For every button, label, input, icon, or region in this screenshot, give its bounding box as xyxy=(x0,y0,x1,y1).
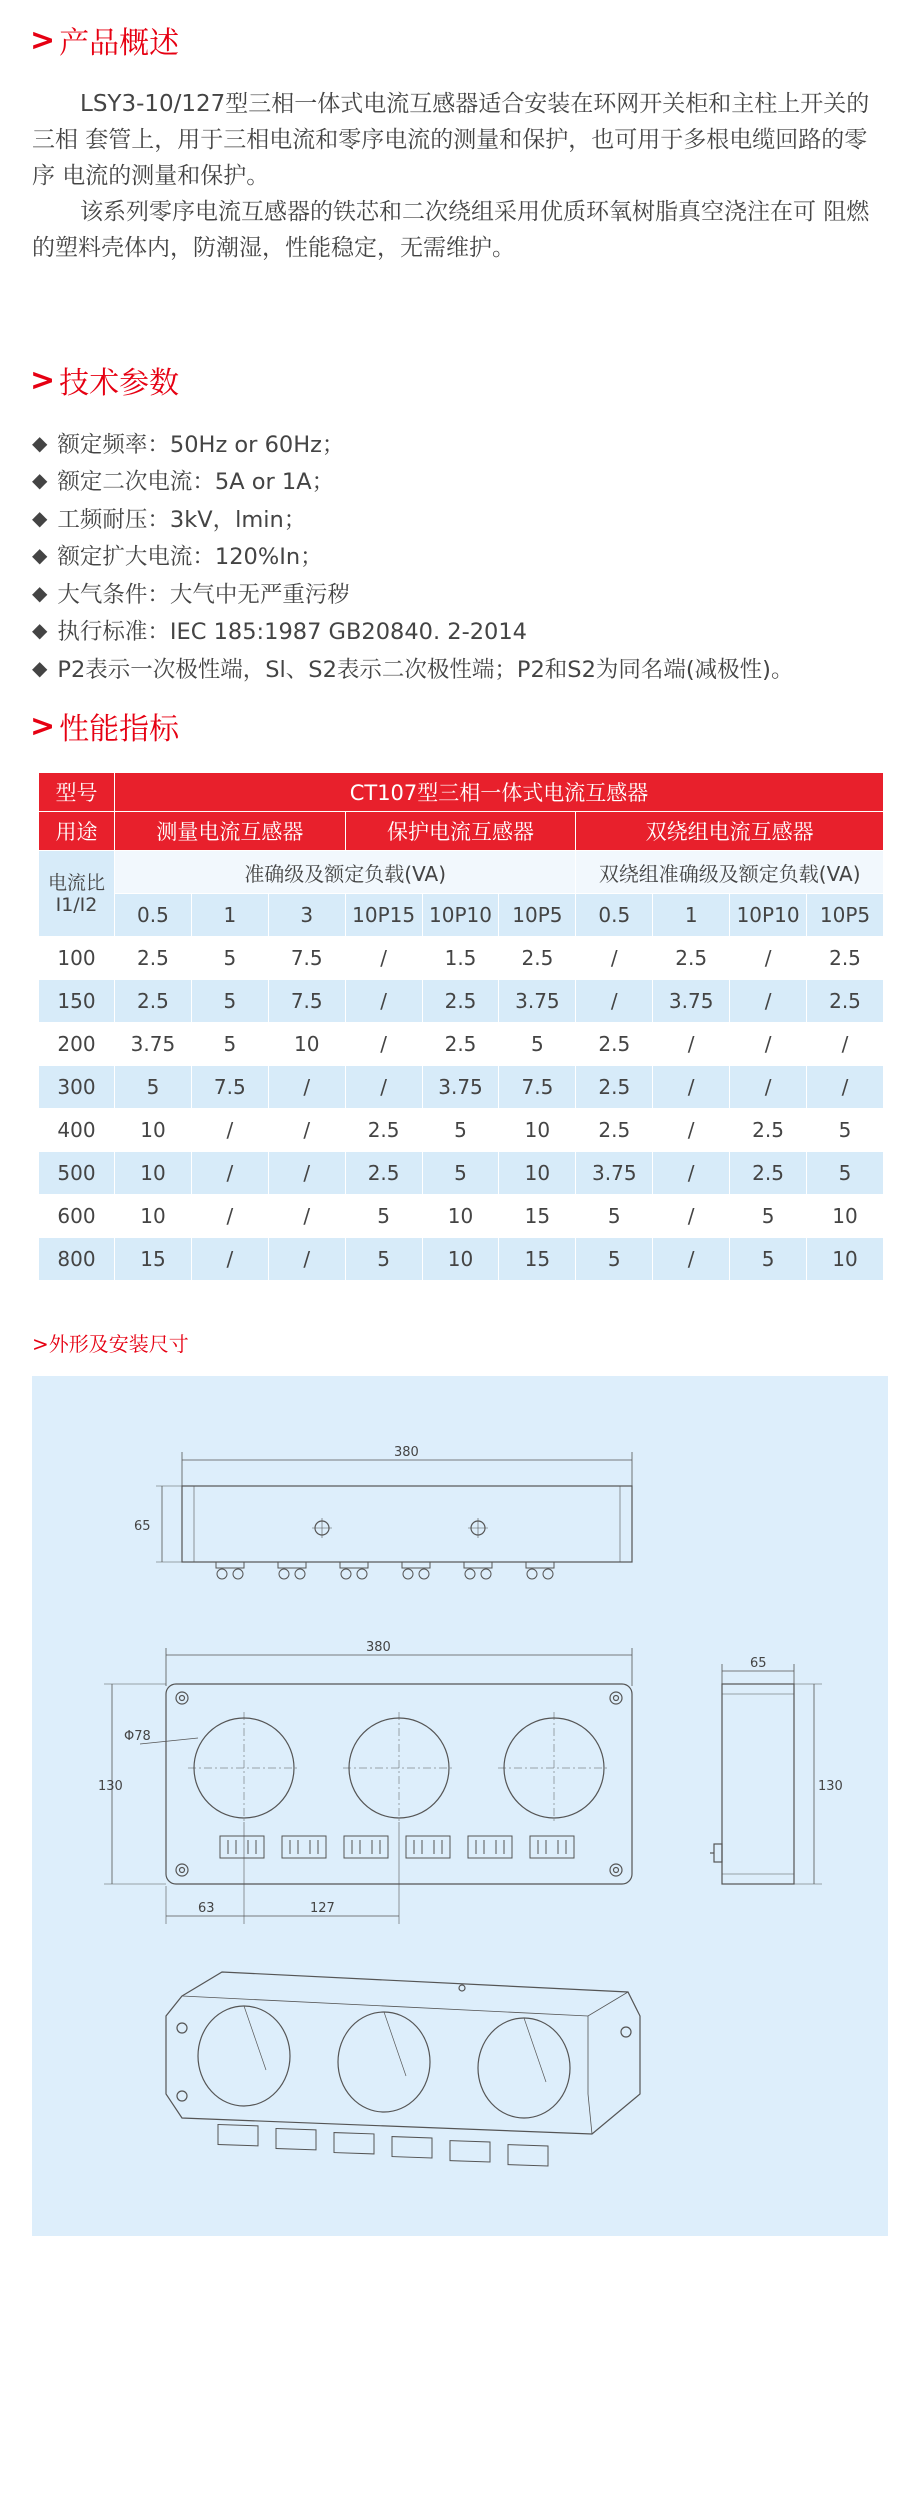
overview-paragraph-1: LSY3-10/127型三相一体式电流互感器适合安装在环网开关柜和主柱上开关的三相 套管上，用于三相电流和零序电流的测量和保护，也可用于多根电缆回路的零序 电流的测量和保护。 xyxy=(32,91,870,189)
table-cell: 15 xyxy=(115,1238,192,1281)
top-height-label: 65 xyxy=(134,1519,151,1534)
table-header-cell: 10P15 xyxy=(345,894,422,937)
pitch-label: 127 xyxy=(310,1901,335,1916)
table-row xyxy=(39,1109,884,1152)
table-cell: / xyxy=(653,1023,730,1066)
table-cell: 2.5 xyxy=(807,980,884,1023)
diamond-bullet-icon: ◆ xyxy=(32,580,48,605)
chevron-right-icon: > xyxy=(32,1332,49,1356)
table-header-cell: 1 xyxy=(191,894,268,937)
top-width-label: 380 xyxy=(394,1445,419,1460)
dimensions-title xyxy=(32,1328,189,1357)
table-cell: 5 xyxy=(115,1066,192,1109)
table-cell: 5 xyxy=(422,1152,499,1195)
table-cell: / xyxy=(653,1066,730,1109)
diamond-bullet-icon: ◆ xyxy=(32,618,48,643)
table-cell: / xyxy=(268,1195,345,1238)
table-cell: / xyxy=(268,1238,345,1281)
table-cell: / xyxy=(653,1152,730,1195)
table-cell: / xyxy=(268,1109,345,1152)
table-header-cell: 10P10 xyxy=(422,894,499,937)
performance-title xyxy=(30,704,179,748)
table-row-header-cell: 800 xyxy=(39,1238,115,1281)
table-row-header-cell: 400 xyxy=(39,1109,115,1152)
table-header-cell: CT107型三相一体式电流互感器 xyxy=(115,773,884,812)
table-cell: 5 xyxy=(345,1195,422,1238)
table-row-header-cell: 600 xyxy=(39,1195,115,1238)
table-cell: 10 xyxy=(499,1152,576,1195)
table-row xyxy=(39,894,884,937)
table-cell: 10 xyxy=(115,1195,192,1238)
table-cell: 15 xyxy=(499,1195,576,1238)
diamond-bullet-icon: ◆ xyxy=(32,543,48,568)
table-cell: 5 xyxy=(576,1195,653,1238)
table-row xyxy=(39,812,884,851)
table-cell: / xyxy=(191,1152,268,1195)
table-cell: 7.5 xyxy=(268,937,345,980)
table-row xyxy=(39,937,884,980)
table-cell: 10 xyxy=(807,1195,884,1238)
list-item: ◆ P2表示一次极性端，Sl、S2表示二次极性端；P2和S2为同名端(减极性)。 xyxy=(32,655,794,683)
table-header-cell: 1 xyxy=(653,894,730,937)
performance-title-text: 性能指标 xyxy=(59,712,180,747)
table-cell: / xyxy=(576,980,653,1023)
list-item: ◆ 额定二次电流：5A or 1A； xyxy=(32,468,335,496)
list-item: ◆ 额定扩大电流：120%In； xyxy=(32,543,323,571)
table-cell: 5 xyxy=(807,1152,884,1195)
front-view xyxy=(98,1640,632,1924)
diamond-bullet-icon: ◆ xyxy=(32,430,48,455)
table-cell: 10 xyxy=(115,1109,192,1152)
isometric-view xyxy=(166,1972,640,2166)
table-cell: / xyxy=(191,1109,268,1152)
table-cell: 5 xyxy=(576,1238,653,1281)
table-cell: 3.75 xyxy=(422,1066,499,1109)
table-cell: / xyxy=(653,1238,730,1281)
list-item: ◆ 大气条件：大气中无严重污秽 xyxy=(32,580,350,608)
tech-title-text: 技术参数 xyxy=(59,366,180,401)
table-cell: 10 xyxy=(422,1195,499,1238)
table-row-header-cell: 300 xyxy=(39,1066,115,1109)
table-cell: 2.5 xyxy=(345,1152,422,1195)
table-cell: / xyxy=(807,1023,884,1066)
table-cell: 5 xyxy=(422,1109,499,1152)
diamond-bullet-icon: ◆ xyxy=(32,655,48,680)
chevron-right-icon: > xyxy=(30,708,56,744)
table-cell: 7.5 xyxy=(191,1066,268,1109)
table-row xyxy=(39,980,884,1023)
table-cell: 7.5 xyxy=(268,980,345,1023)
table-cell: 10 xyxy=(115,1152,192,1195)
table-cell: 5 xyxy=(730,1195,807,1238)
performance-table-body xyxy=(39,937,884,1281)
table-row xyxy=(39,1238,884,1281)
overview-title xyxy=(30,18,179,62)
table-cell: 5 xyxy=(499,1023,576,1066)
top-view xyxy=(134,1445,632,1579)
table-cell: 2.5 xyxy=(576,1109,653,1152)
table-header-cell: 用途 xyxy=(39,812,115,851)
table-cell: 5 xyxy=(730,1238,807,1281)
table-cell: 2.5 xyxy=(576,1066,653,1109)
table-cell: / xyxy=(730,937,807,980)
side-height-label: 130 xyxy=(818,1779,843,1794)
table-cell: / xyxy=(345,1023,422,1066)
table-header-cell: 型号 xyxy=(39,773,115,812)
table-header-cell: 3 xyxy=(268,894,345,937)
performance-table xyxy=(38,772,884,1281)
table-row xyxy=(39,851,884,894)
tech-list xyxy=(32,424,892,687)
table-cell: 10 xyxy=(499,1109,576,1152)
table-cell: 2.5 xyxy=(576,1023,653,1066)
table-cell: 3.75 xyxy=(499,980,576,1023)
table-row xyxy=(39,1195,884,1238)
table-row xyxy=(39,1066,884,1109)
table-cell: 2.5 xyxy=(653,937,730,980)
table-header-cell: 保护电流互感器 xyxy=(345,812,576,851)
table-header-cell: 准确级及额定负载(VA) xyxy=(115,851,576,894)
table-cell: 3.75 xyxy=(653,980,730,1023)
table-header-cell: 0.5 xyxy=(115,894,192,937)
table-row-header-cell: 200 xyxy=(39,1023,115,1066)
table-cell: 5 xyxy=(345,1238,422,1281)
table-header-cell: 电流比 I1/I2 xyxy=(39,851,115,937)
chevron-right-icon: > xyxy=(30,22,56,58)
table-header-cell: 双绕组准确级及额定负载(VA) xyxy=(576,851,884,894)
table-cell: 2.5 xyxy=(345,1109,422,1152)
table-cell: / xyxy=(653,1195,730,1238)
overview-title-text: 产品概述 xyxy=(59,26,180,61)
side-view xyxy=(710,1656,843,1884)
table-cell: 2.5 xyxy=(807,937,884,980)
table-cell: 7.5 xyxy=(499,1066,576,1109)
table-header-cell: 10P10 xyxy=(730,894,807,937)
table-cell: 10 xyxy=(807,1238,884,1281)
overview-text xyxy=(32,86,882,266)
table-cell: / xyxy=(191,1195,268,1238)
table-cell: / xyxy=(653,1109,730,1152)
diamond-bullet-icon: ◆ xyxy=(32,468,48,493)
list-item: ◆ 额定频率：50Hz or 60Hz； xyxy=(32,430,345,458)
table-cell: / xyxy=(191,1238,268,1281)
table-cell: / xyxy=(268,1152,345,1195)
front-height-label: 130 xyxy=(98,1779,123,1794)
table-cell: 5 xyxy=(191,980,268,1023)
table-header-cell: 测量电流互感器 xyxy=(115,812,346,851)
table-cell: 10 xyxy=(422,1238,499,1281)
table-cell: 3.75 xyxy=(576,1152,653,1195)
table-cell: / xyxy=(807,1066,884,1109)
table-row xyxy=(39,1023,884,1066)
chevron-right-icon: > xyxy=(30,362,56,398)
table-cell: / xyxy=(730,1066,807,1109)
table-cell: 5 xyxy=(807,1109,884,1152)
table-cell: / xyxy=(345,937,422,980)
table-cell: 2.5 xyxy=(115,980,192,1023)
diamond-bullet-icon: ◆ xyxy=(32,505,48,530)
table-header-cell: 双绕组电流互感器 xyxy=(576,812,884,851)
dimension-drawing xyxy=(32,1376,888,2236)
offset-label: 63 xyxy=(198,1901,215,1916)
table-header-cell: 10P5 xyxy=(499,894,576,937)
list-item: ◆ 工频耐压：3kV，lmin； xyxy=(32,505,307,533)
table-cell: 2.5 xyxy=(499,937,576,980)
table-row-header-cell: 100 xyxy=(39,937,115,980)
table-cell: 1.5 xyxy=(422,937,499,980)
table-cell: 5 xyxy=(191,937,268,980)
overview-paragraph-2: 该系列零序电流互感器的铁芯和二次绕组采用优质环氧树脂真空浇注在可 阻燃的塑料壳体内，防潮湿，性能稳定，无需维护。 xyxy=(32,199,870,261)
list-item: ◆ 执行标准：IEC 185:1987 GB20840. 2-2014 xyxy=(32,618,527,646)
table-row-header-cell: 500 xyxy=(39,1152,115,1195)
dimensions-title-text: 外形及安装尺寸 xyxy=(48,1332,189,1356)
table-cell: 10 xyxy=(268,1023,345,1066)
table-cell: 2.5 xyxy=(730,1152,807,1195)
table-cell: / xyxy=(345,1066,422,1109)
table-cell: 3.75 xyxy=(115,1023,192,1066)
table-cell: / xyxy=(576,937,653,980)
hole-diameter-label: Φ78 xyxy=(124,1729,151,1744)
side-depth-label: 65 xyxy=(750,1656,767,1671)
table-header-cell: 0.5 xyxy=(576,894,653,937)
table-cell: 2.5 xyxy=(115,937,192,980)
table-cell: 2.5 xyxy=(422,980,499,1023)
table-cell: 5 xyxy=(191,1023,268,1066)
table-row xyxy=(39,1152,884,1195)
table-cell: 2.5 xyxy=(730,1109,807,1152)
dimension-drawing-panel xyxy=(32,1376,888,2236)
table-header-cell: 10P5 xyxy=(807,894,884,937)
table-cell: / xyxy=(268,1066,345,1109)
tech-title xyxy=(30,358,179,402)
table-cell: / xyxy=(730,980,807,1023)
table-row xyxy=(39,773,884,812)
table-cell: 2.5 xyxy=(422,1023,499,1066)
front-width-label: 380 xyxy=(366,1640,391,1655)
table-row-header-cell: 150 xyxy=(39,980,115,1023)
table-cell: / xyxy=(730,1023,807,1066)
table-cell: 15 xyxy=(499,1238,576,1281)
table-cell: / xyxy=(345,980,422,1023)
